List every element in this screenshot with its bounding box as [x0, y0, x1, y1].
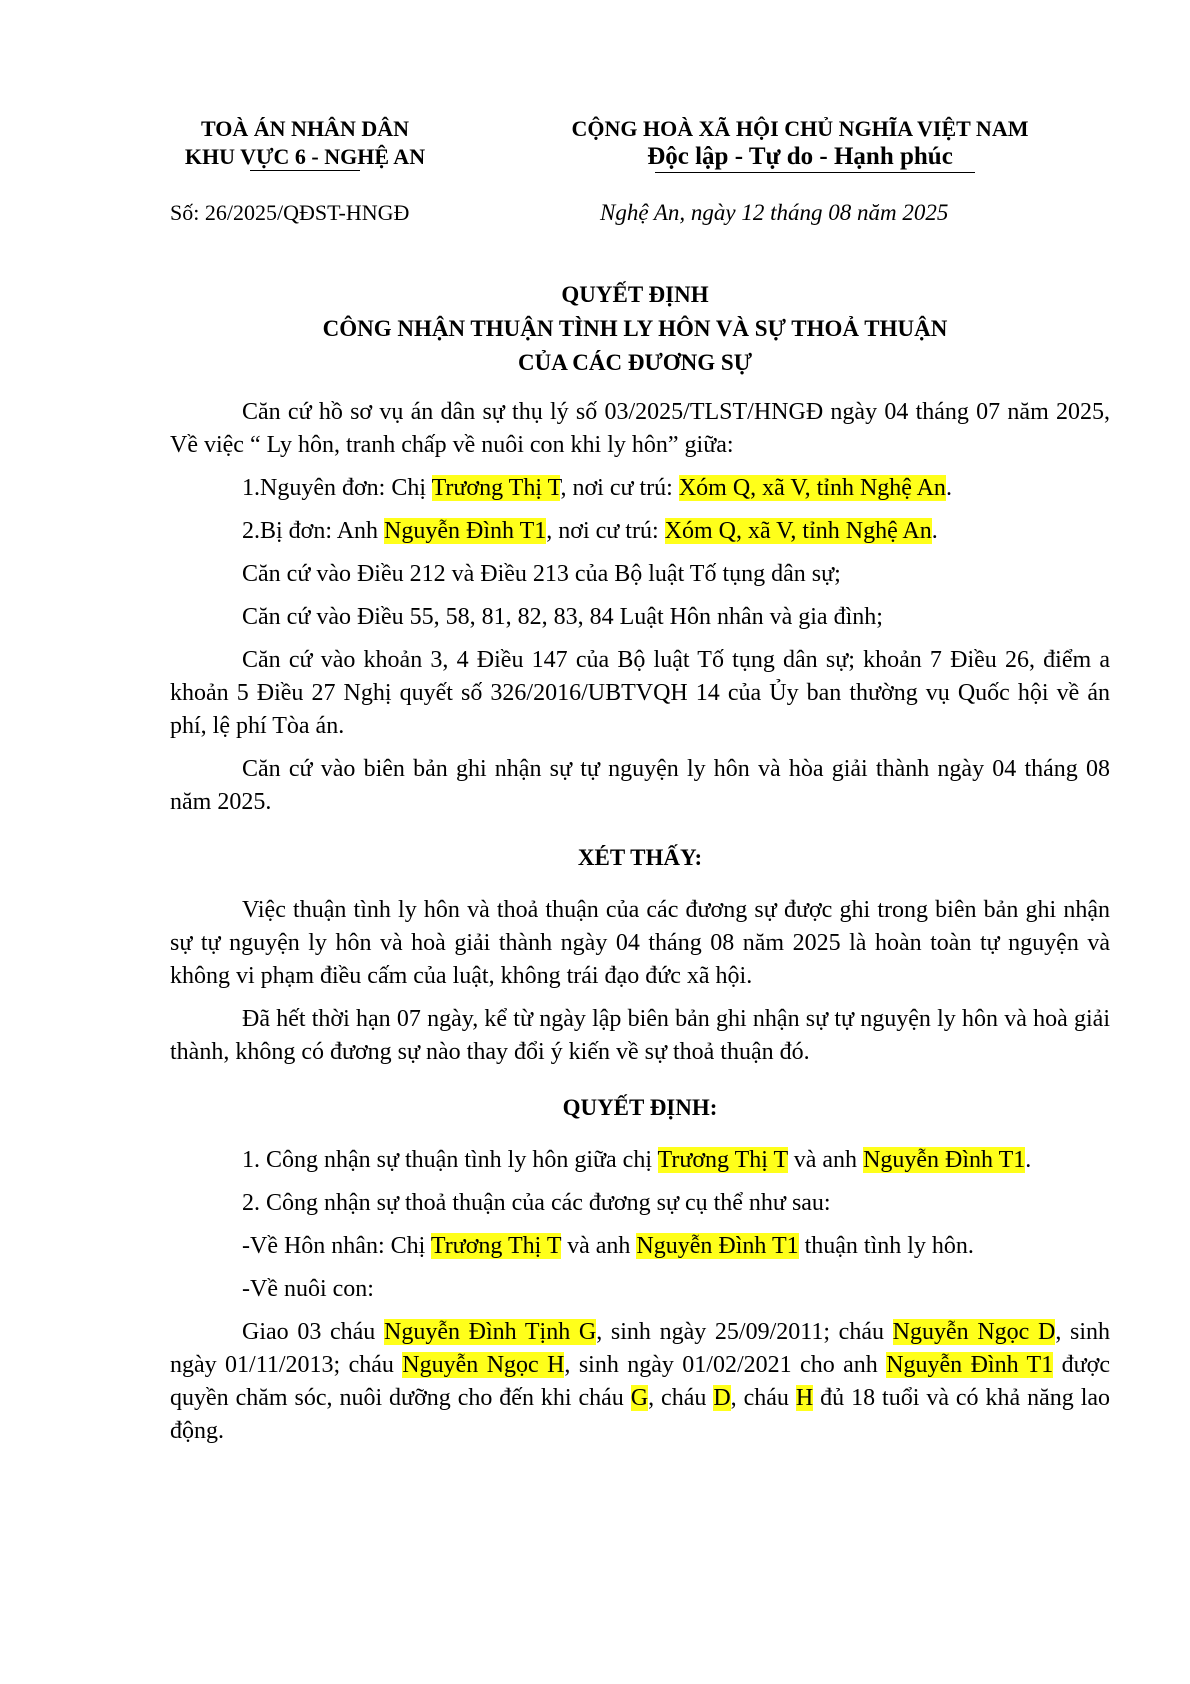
court-name: TOÀ ÁN NHÂN DÂN [201, 116, 409, 141]
title-line-1: QUYẾT ĐỊNH [561, 282, 709, 307]
place-date: Nghệ An, ngày 12 tháng 08 năm 2025 [600, 200, 949, 225]
marriage-prefix: -Về Hôn nhân: Chị [242, 1233, 431, 1259]
custody-terms: được quyền chăm sóc, nuôi dưỡng cho đến khi cháu [170, 1352, 1110, 1411]
decision-item-1-and: và anh [787, 1147, 864, 1173]
marriage-suffix: thuận tình ly hôn. [798, 1233, 974, 1259]
husband-name: Nguyễn Đình T1 [863, 1147, 1026, 1173]
child-3-name: Nguyễn Ngọc H [402, 1352, 565, 1378]
custody-prefix: Giao 03 cháu [242, 1319, 384, 1345]
child-2-name: Nguyễn Ngọc D [892, 1319, 1056, 1345]
title-line-3: CỦA CÁC ĐƯƠNG SỰ [517, 350, 753, 375]
defendant-mid: , nơi cư trú: [546, 518, 665, 544]
child-1-dob: , sinh ngày 25/09/2011; cháu [596, 1319, 893, 1345]
title-line-2: CÔNG NHẬN THUẬN TÌNH LY HÔN VÀ SỰ THOẢ THUẬN [322, 316, 948, 341]
custody-sep-1: , cháu [648, 1385, 714, 1411]
custody-sep-2: , cháu [730, 1385, 796, 1411]
marriage-husband-name: Nguyễn Đình T1 [636, 1233, 799, 1259]
marriage-wife-name: Trương Thị T [430, 1233, 562, 1259]
plaintiff-mid: , nơi cư trú: [560, 475, 679, 501]
document-number: Số: 26/2025/QĐST-HNGĐ [170, 200, 410, 225]
basis-marriage-law: Căn cứ vào Điều 55, 58, 81, 82, 83, 84 Luật Hôn nhân và gia đình; [242, 604, 883, 630]
motto-underline [655, 172, 975, 173]
basis-case-file: Căn cứ hồ sơ vụ án dân sự thụ lý số 03/2025/TLST/HNGĐ ngày 04 tháng 07 năm 2025, Về việc “ Ly hôn, tranh chấp về nuôi con khi ly hôn” giữa: [170, 399, 1110, 458]
decision-item-1-end: . [1025, 1147, 1032, 1173]
decision-item-2: 2. Công nhận sự thoả thuận của các đương sự cụ thể như sau: [242, 1190, 831, 1216]
findings-paragraph-2: Đã hết thời hạn 07 ngày, kể từ ngày lập biên bản ghi nhận sự tự nguyện ly hôn và hoà giải thành, không có đương sự nào thay đổi ý kiến về sự thoả thuận đó. [170, 1006, 1110, 1065]
defendant-prefix: 2.Bị đơn: Anh [242, 518, 385, 544]
findings-heading: XÉT THẤY: [577, 845, 703, 870]
court-underline [250, 170, 360, 171]
basis-court-fees: Căn cứ vào khoản 3, 4 Điều 147 của Bộ luật Tố tụng dân sự; khoản 7 Điều 26, điểm a khoản 5 Điều 27 Nghị quyết số 326/2016/UBTVQH 14 của Ủy ban thường vụ Quốc hội về án phí, lệ phí Tòa án. [170, 647, 1110, 739]
plaintiff-end: . [945, 475, 952, 501]
national-header [530, 115, 1070, 171]
plaintiff-address: Xóm Q, xã V, tỉnh Nghệ An [678, 475, 946, 501]
plaintiff-prefix: 1.Nguyên đơn: Chị [242, 475, 432, 501]
decision-item-1 [170, 1144, 1110, 1177]
document-title [150, 278, 1120, 380]
defendant-end: . [931, 518, 938, 544]
plaintiff-line [170, 472, 1110, 505]
custody-clause [170, 1316, 1110, 1448]
findings-paragraph-1: Việc thuận tình ly hôn và thoả thuận của các đương sự được ghi trong biên bản ghi nhận sự tự nguyện ly hôn và hoà giải thành ngày 04 tháng 08 năm 2025 là hoàn toàn tự nguyện và không vi phạm điều cấm của luật, không trái đạo đức xã hội. [170, 897, 1110, 989]
defendant-address: Xóm Q, xã V, tỉnh Nghệ An [664, 518, 932, 544]
child-1-name: Nguyễn Đình Tịnh G [383, 1319, 597, 1345]
custody-end: đủ 18 tuổi và có khả năng lao động. [170, 1385, 1111, 1444]
court-region: KHU VỰC 6 - NGHỆ AN [184, 144, 426, 169]
defendant-name: Nguyễn Đình T1 [384, 518, 547, 544]
custodian-name: Nguyễn Đình T1 [886, 1352, 1054, 1378]
marriage-and: và anh [561, 1233, 637, 1259]
decision-item-1-text: 1. Công nhận sự thuận tình ly hôn giữa chị [242, 1147, 658, 1173]
defendant-line [170, 515, 1110, 548]
decision-heading: QUYẾT ĐỊNH: [562, 1095, 718, 1120]
basis-reconciliation: Căn cứ vào biên bản ghi nhận sự tự nguyện ly hôn và hòa giải thành ngày 04 tháng 08 năm 2025. [170, 756, 1110, 815]
wife-name: Trương Thị T [657, 1147, 788, 1173]
child-h-initial: H [795, 1385, 814, 1411]
nation-name: CỘNG HOÀ XÃ HỘI CHỦ NGHĨA VIỆT NAM [571, 116, 1029, 141]
basis-civil-procedure: Căn cứ vào Điều 212 và Điều 213 của Bộ luật Tố tụng dân sự; [242, 561, 841, 587]
child-d-initial: D [713, 1385, 731, 1411]
nation-motto: Độc lập - Tự do - Hạnh phúc [647, 143, 953, 170]
plaintiff-name: Trương Thị T [431, 475, 561, 501]
document-body [170, 396, 1110, 1458]
marriage-clause [170, 1230, 1110, 1263]
child-3-dob: , sinh ngày 01/02/2021 cho anh [564, 1352, 887, 1378]
child-g-initial: G [630, 1385, 649, 1411]
children-heading: -Về nuôi con: [242, 1276, 374, 1302]
court-header [150, 115, 460, 171]
child-2-dob: , sinh ngày 01/11/2013; cháu [170, 1319, 1110, 1378]
